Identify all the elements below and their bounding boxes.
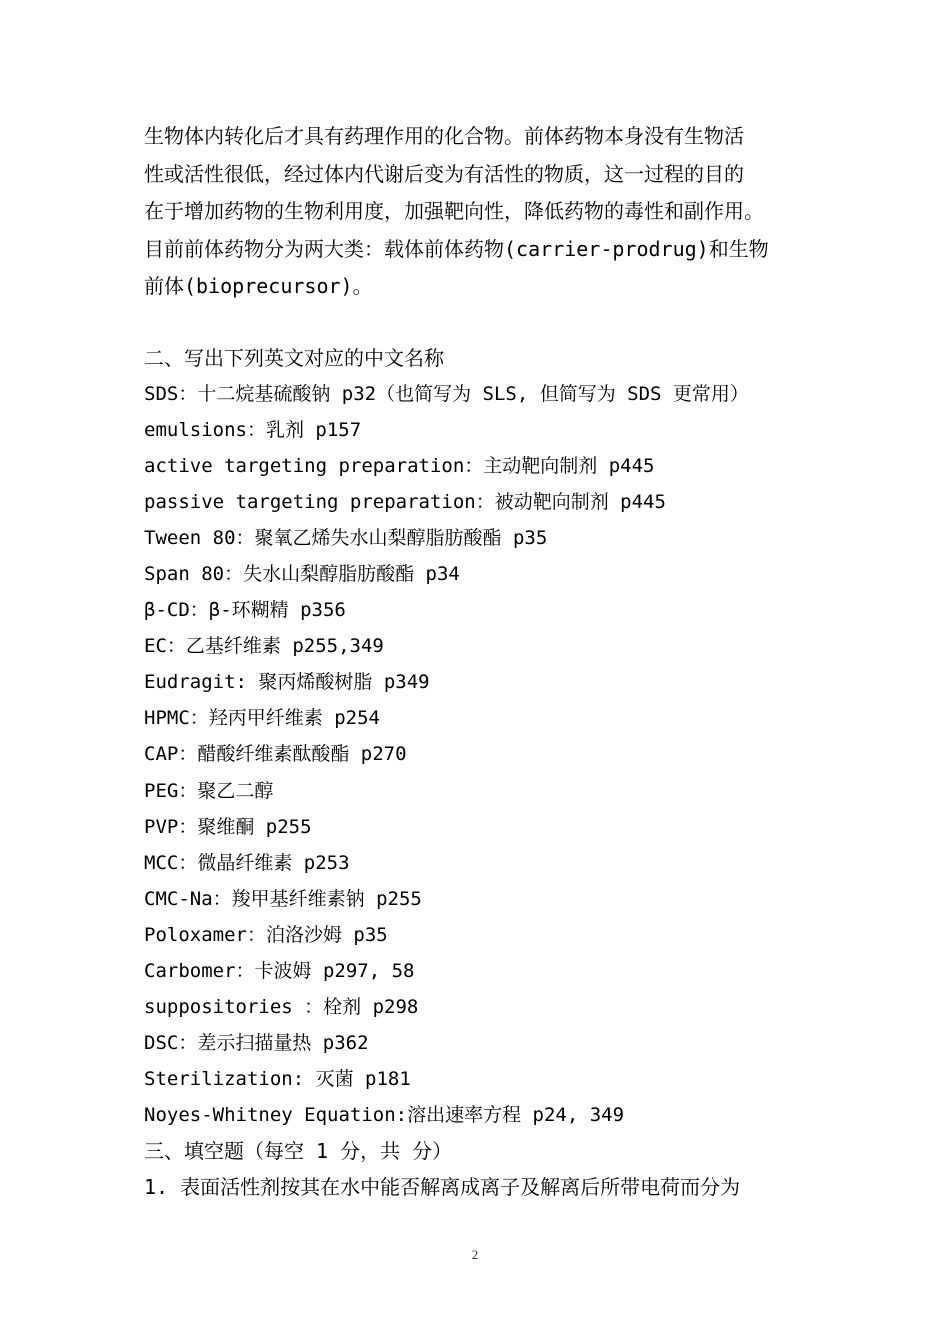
section-heading: 三、填空题（每空 1 分，共 分） [144,1139,453,1164]
section-terms [144,340,824,1134]
term-item: Eudragit: 聚丙烯酸树脂 p349 [144,671,430,694]
term-item: SDS：十二烷基硫酸钠 p32（也简写为 SLS, 但简写为 SDS 更常用） [144,382,749,405]
term-item: PEG：聚乙二醇 [144,779,274,802]
section-spacer [144,306,824,340]
term-item: PVP：聚维酮 p255 [144,815,312,838]
term-item: Noyes-Whitney Equation:溶出速率方程 p24, 349 [144,1104,625,1127]
paragraph-line: 生物体内转化后才具有药理作用的化合物。前体药物本身没有生物活 [144,124,744,148]
paragraph-line: 前体(bioprecursor)。 [144,274,373,298]
term-item: DSC：差示扫描量热 p362 [144,1032,369,1055]
question-line: 1. 表面活性剂按其在水中能否解离成离子及解离后所带电荷而分为 [144,1175,741,1200]
term-item: CAP：醋酸纤维素酞酸酯 p270 [144,743,407,766]
term-item: β-CD：β-环糊精 p356 [144,599,346,622]
paragraph-line: 目前前体药物分为两大类：载体前体药物(carrier-prodrug)和生物 [144,236,769,261]
term-item: Carbomer：卡波姆 p297, 58 [144,960,415,982]
page-content [144,118,824,1207]
term-item: Tween 80：聚氧乙烯失水山梨醇脂肪酸酯 p35 [144,526,548,549]
term-item: active targeting preparation：主动靶向制剂 p445 [144,454,655,477]
term-item: Span 80：失水山梨醇脂肪酸酯 p34 [144,562,460,585]
term-item: HPMC：羟丙甲纤维素 p254 [144,707,380,730]
term-item: Sterilization: 灭菌 p181 [144,1068,411,1091]
term-item: MCC：微晶纤维素 p253 [144,851,350,874]
paragraph-line: 在于增加药物的生物利用度，加强靶向性，降低药物的毒性和副作用。 [144,199,764,223]
term-item: passive targeting preparation：被动靶向制剂 p445 [144,490,666,513]
section-heading: 二、写出下列英文对应的中文名称 [144,345,444,370]
paragraph-line: 性或活性很低，经过体内代谢后变为有活性的物质，这一过程的目的 [144,161,744,186]
section-fill-in [144,1133,824,1207]
term-item: CMC-Na：羧甲基纤维素钠 p255 [144,887,422,910]
term-item: emulsions：乳剂 p157 [144,418,362,441]
intro-paragraph [144,118,824,306]
term-item: EC：乙基纤维素 p255,349 [144,635,384,658]
page-number: 2 [471,1247,479,1262]
term-item: Poloxamer：泊洛沙姆 p35 [144,923,388,946]
term-item: suppositories ：栓剂 p298 [144,996,419,1019]
